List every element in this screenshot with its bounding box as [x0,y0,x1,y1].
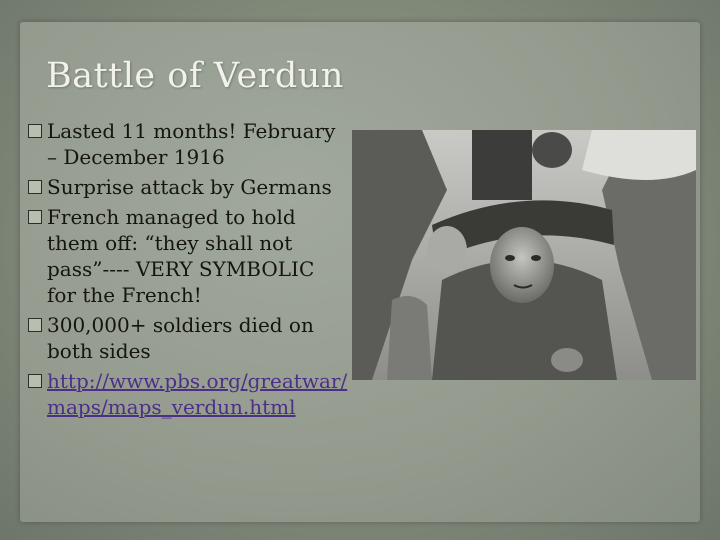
square-box-icon [28,318,42,332]
bullet-item [28,312,348,364]
slide-title: Battle of Verdun [46,56,344,96]
bullet-text: Lasted 11 months! February – December 1916 [47,119,336,169]
bullet-item [28,174,348,200]
bullet-text: Surprise attack by Germans [47,175,332,199]
soldier-trench-photo [352,130,696,380]
photo-image [352,130,696,380]
square-box-icon [28,124,42,138]
bullet-text: 300,000+ soldiers died on both sides [47,313,314,363]
bullet-list [28,118,348,424]
square-box-icon [28,374,42,388]
bullet-item [28,368,348,420]
square-box-icon [28,210,42,224]
bullet-item [28,204,348,308]
square-box-icon [28,180,42,194]
verdun-map-link[interactable]: http://www.pbs.org/greatwar/maps/maps_verdun.html [47,369,348,419]
bullet-text: French managed to hold them off: “they shall not pass”---- VERY SYMBOLIC for the French! [47,205,315,307]
bullet-item [28,118,348,170]
